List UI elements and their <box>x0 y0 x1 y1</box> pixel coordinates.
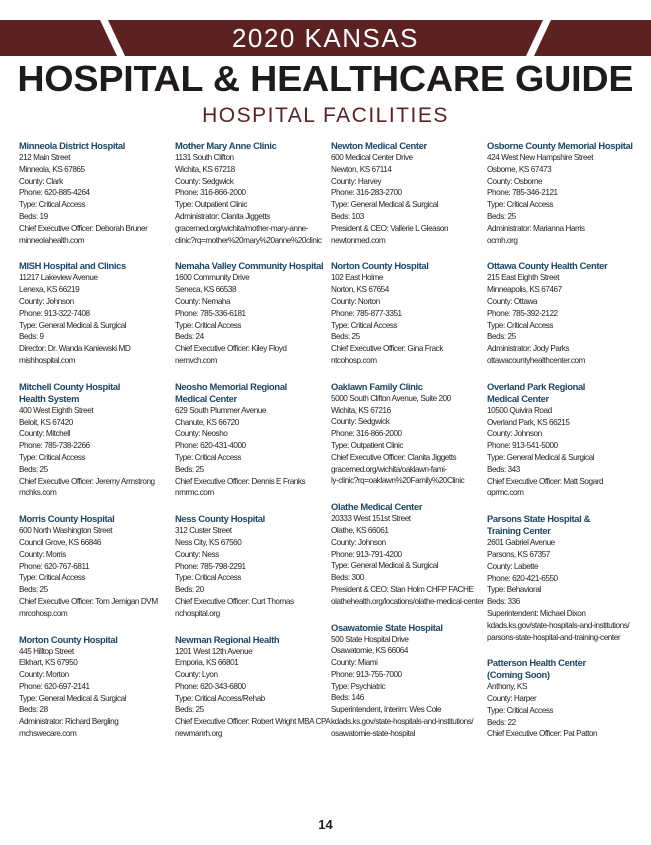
hospital-detail-line: ottawacountyhealthcenter.com <box>487 355 585 365</box>
hospital-name: Overland Park Regional <box>487 380 586 392</box>
hospital-detail-line: Phone: 785-346-2121 <box>487 188 558 198</box>
hospital-detail-line: Beds: 25 <box>175 705 204 715</box>
hospital-detail-line: Type: Critical Access <box>19 200 86 210</box>
hospital-name: Morton County Hospital <box>19 633 118 645</box>
hospital-entry <box>175 140 325 246</box>
hospital-detail-line: Phone: 620-885-4264 <box>19 188 90 198</box>
hospital-detail-line: Type: General Medical & Surgical <box>331 200 439 210</box>
hospital-detail-line: Chief Executive Officer: Kiley Floyd <box>175 344 287 354</box>
hospital-name: Newman Regional Health <box>175 633 280 645</box>
hospital-entry <box>331 622 481 740</box>
hospital-detail-line: Beds: 28 <box>19 705 48 715</box>
hospital-detail-line: Type: Critical Access <box>19 573 86 583</box>
hospital-detail-line: Phone: 316-866-2000 <box>331 429 402 439</box>
hospital-detail-line: Beds: 25 <box>175 464 204 474</box>
hospital-detail-line: Chief Executive Officer: Curt Thomas <box>175 596 294 606</box>
hospital-detail-line: gracemed.org/wichita/mother-mary-anne- <box>175 223 309 233</box>
hospital-entry <box>19 260 169 366</box>
hospital-detail-line: Beds: 25 <box>487 211 516 221</box>
hospital-detail-line: Phone: 620-431-4000 <box>175 441 246 451</box>
hospital-entry <box>331 140 481 246</box>
hospital-detail-line: Phone: 620-767-6811 <box>19 561 90 571</box>
hospital-detail-line: ly-clinic?rq=oaklawn%20Family%20Clinic <box>331 476 465 486</box>
hospital-detail-line: Type: Critical Access <box>19 452 86 462</box>
hospital-detail-line: Beds: 20 <box>175 585 204 595</box>
hospital-name: Morris County Hospital <box>19 513 115 525</box>
hospital-detail-line: County: Johnson <box>19 296 74 306</box>
hospital-detail-line: Chief Executive Officer: Robert Wright MBA CPA <box>175 717 331 727</box>
hospital-detail-line: Beds: 336 <box>487 597 520 607</box>
hospital-entry <box>175 381 325 499</box>
hospital-detail-line: mishhospital.com <box>19 355 76 365</box>
hospital-entry <box>331 501 484 607</box>
hospital-entry <box>19 140 169 246</box>
hospital-detail-line: 10500 Quivira Road <box>487 405 552 415</box>
hospital-detail-line: Wichita, KS 67218 <box>175 164 235 174</box>
hospital-name: Training Center <box>487 525 551 537</box>
hospital-detail-line: County: Osborne <box>487 176 543 186</box>
hospital-detail-line: 312 Custer Street <box>175 526 232 536</box>
hospital-entry <box>19 513 169 619</box>
hospital-detail-line: 215 East Eighth Street <box>487 273 560 283</box>
hospital-detail-line: Lenexa, KS 66219 <box>19 285 80 295</box>
hospital-detail-line: newmanrh.org <box>175 729 222 739</box>
hospital-detail-line: Beds: 146 <box>331 693 364 703</box>
hospital-detail-line: Phone: 316-283-2700 <box>331 188 402 198</box>
hospital-entry <box>487 140 637 246</box>
hospital-detail-line: County: Johnson <box>487 429 542 439</box>
hospital-name: (Coming Soon) <box>487 669 550 681</box>
hospital-detail-line: mchks.com <box>19 488 57 498</box>
hospital-detail-line: Chief Executive Officer: Gina Frack <box>331 344 443 354</box>
hospital-name: Ottawa County Health Center <box>487 260 608 272</box>
hospital-detail-line: 400 West Eighth Street <box>19 405 94 415</box>
hospital-detail-line: County: Morris <box>19 549 66 559</box>
hospital-detail-line: Beds: 300 <box>331 573 364 583</box>
hospital-name: Osborne County Memorial Hospital <box>487 140 633 151</box>
hospital-detail-line: County: Sedgwick <box>175 176 234 186</box>
hospital-detail-line: 1600 Community Drive <box>175 273 250 283</box>
hospital-detail-line: Beloit, KS 67420 <box>19 417 73 427</box>
hospital-entry <box>331 260 481 366</box>
hospital-detail-line: Type: General Medical & Surgical <box>19 320 127 330</box>
hospital-detail-line: Type: Critical Access <box>487 200 554 210</box>
hospital-detail-line: nemvch.com <box>175 355 217 365</box>
hospital-detail-line: Phone: 913-322-7408 <box>19 308 90 318</box>
hospital-detail-line: mrcohosp.com <box>19 608 68 618</box>
hospital-detail-line: County: Harper <box>487 694 537 704</box>
hospital-entry <box>175 513 325 619</box>
hospital-name: Newton Medical Center <box>331 140 427 151</box>
banner-title: 2020 KANSAS <box>231 23 420 53</box>
hospital-detail-line: County: Labette <box>487 561 539 571</box>
hospital-detail-line: Elkhart, KS 67950 <box>19 658 78 668</box>
hospital-detail-line: Type: Outpatient Clinic <box>175 200 248 210</box>
hospital-detail-line: Phone: 620-697-2141 <box>19 681 90 691</box>
hospital-detail-line: County: Lyon <box>175 670 218 680</box>
hospital-name: Patterson Health Center <box>487 657 586 669</box>
hospital-name: Osawatomie State Hospital <box>331 621 443 633</box>
hospital-detail-line: 2601 Gabriel Avenue <box>487 538 555 548</box>
hospital-entry <box>331 381 481 487</box>
hospital-entry <box>175 633 331 740</box>
hospital-detail-line: County: Neosho <box>175 429 228 439</box>
hospital-detail-line: Chief Executive Officer: Pat Patton <box>487 729 598 739</box>
hospital-detail-line: Director: Dr. Wanda Kaniewski MD <box>19 344 131 354</box>
hospital-detail-line: Newton, KS 67114 <box>331 164 392 174</box>
hospital-detail-line: Seneca, KS 66538 <box>175 285 237 295</box>
hospital-detail-line: Type: General Medical & Surgical <box>331 561 439 571</box>
hospital-detail-line: newtonmed.com <box>331 235 386 245</box>
hospital-detail-line: Olathe, KS 66061 <box>331 525 389 535</box>
hospital-detail-line: kdads.ks.gov/state-hospitals-and-institutions/ <box>331 717 474 727</box>
hospital-detail-line: Phone: 913-755-7000 <box>331 669 402 679</box>
hospital-name: Medical Center <box>175 392 237 404</box>
hospital-detail-line: County: Harvey <box>331 176 382 186</box>
hospital-detail-line: County: Morton <box>19 670 69 680</box>
hospital-detail-line: Type: Outpatient Clinic <box>331 440 404 450</box>
hospital-detail-line: Wichita, KS 67216 <box>331 405 391 415</box>
hospital-detail-line: Phone: 785-336-6181 <box>175 308 246 318</box>
hospital-detail-line: 629 South Plummer Avenue <box>175 405 267 415</box>
hospital-detail-line: clinic?rq=mother%20mary%20anne%20clinic <box>175 235 322 245</box>
hospital-detail-line: olathehealth.org/locations/olathe-medical-center <box>331 596 484 606</box>
hospital-detail-line: 20333 West 151st Street <box>331 514 411 524</box>
hospital-entry <box>487 260 637 366</box>
hospital-name: MISH Hospital and Clinics <box>19 260 126 272</box>
hospital-name: Minneola District Hospital <box>19 140 126 151</box>
hospital-detail-line: County: Ottawa <box>487 296 538 306</box>
hospital-detail-line: 212 Main Street <box>19 153 71 162</box>
hospital-detail-line: ntcohosp.com <box>331 355 377 365</box>
hospital-detail-line: Superintendent: Michael Dixon <box>487 608 586 618</box>
hospital-detail-line: Beds: 25 <box>331 332 360 342</box>
hospital-entry <box>487 513 637 643</box>
hospital-detail-line: County: Mitchell <box>19 429 71 439</box>
hospital-entry <box>19 634 169 740</box>
hospital-detail-line: Type: Psychiatric <box>331 681 386 691</box>
hospital-detail-line: oprmc.com <box>487 488 524 498</box>
hospital-detail-line: parsons-state-hospital-and-training-center <box>487 632 621 642</box>
hospital-entry <box>487 657 637 740</box>
hospital-detail-line: Phone: 785-877-3351 <box>331 308 402 318</box>
hospital-detail-line: Phone: 316-866-2000 <box>175 188 246 198</box>
hospital-detail-line: President & CEO: Vallerie L Gleason <box>331 223 449 233</box>
hospital-detail-line: 1201 West 12th Avenue <box>175 646 253 656</box>
hospital-detail-line: Phone: 620-343-6800 <box>175 681 246 691</box>
hospital-name: Health System <box>19 392 80 404</box>
hospital-detail-line: County: Norton <box>331 296 380 306</box>
hospital-detail-line: Minneola, KS 67865 <box>19 164 85 174</box>
hospital-detail-line: County: Ness <box>175 549 219 559</box>
hospital-detail-line: Type: General Medical & Surgical <box>19 693 127 703</box>
hospital-detail-line: Osawatomie, KS 66064 <box>331 646 409 656</box>
hospital-detail-line: Type: Critical Access <box>487 705 554 715</box>
hospital-detail-line: Council Grove, KS 66846 <box>19 537 102 547</box>
hospital-detail-line: 1131 South Clifton <box>175 153 234 162</box>
hospital-name: Medical Center <box>487 392 549 404</box>
hospital-detail-line: osawatomie-state-hospital <box>331 728 415 738</box>
hospital-detail-line: 102 East Holme <box>331 273 383 283</box>
hospital-name: Ness County Hospital <box>175 513 265 525</box>
hospital-detail-line: Type: Critical Access/Rehab <box>175 693 265 703</box>
hospital-detail-line: Osborne, KS 67473 <box>487 164 552 174</box>
hospital-detail-line: gracemed.org/wichita/oaklawn-fami- <box>331 464 447 474</box>
hospital-detail-line: Phone: 620-421-6550 <box>487 573 558 583</box>
hospital-detail-line: Beds: 343 <box>487 464 520 474</box>
hospital-detail-line: Chief Executive Officer: Dennis E Franks <box>175 476 306 486</box>
listing-column-1 <box>19 140 169 754</box>
hospital-detail-line: minneolahealth.com <box>19 235 85 245</box>
hospital-detail-line: Minneapolis, KS 67467 <box>487 285 562 295</box>
hospital-detail-line: Type: Behavioral <box>487 585 541 595</box>
hospital-detail-line: Type: General Medical & Surgical <box>487 452 595 462</box>
hospital-detail-line: nmrmc.com <box>175 488 214 498</box>
hospital-name: Parsons State Hospital & <box>487 513 591 525</box>
hospital-detail-line: Administrator: Marianna Harris <box>487 223 585 233</box>
hospital-detail-line: Chief Executive Officer: Jeremy Armstrong <box>19 476 155 486</box>
hospital-detail-line: Phone: 785-738-2266 <box>19 441 90 451</box>
hospital-detail-line: nchospital.org <box>175 608 220 618</box>
hospital-detail-line: Type: Critical Access <box>487 320 554 330</box>
hospital-detail-line: mchswecare.com <box>19 729 77 739</box>
hospital-entry <box>19 381 169 499</box>
header-banner <box>0 20 651 56</box>
hospital-detail-line: Phone: 785-798-2291 <box>175 561 246 571</box>
hospital-entry <box>175 260 325 366</box>
hospital-detail-line: 445 Hilltop Street <box>19 646 74 656</box>
hospital-detail-line: Beds: 24 <box>175 332 204 342</box>
listing-column-3 <box>331 140 484 754</box>
hospital-name: Nemaha Valley Community Hospital <box>175 260 324 272</box>
hospital-detail-line: Chief Executive Officer: Clanita Jiggetts <box>331 452 457 462</box>
hospital-detail-line: Overland Park, KS 66215 <box>487 417 570 427</box>
hospital-detail-line: Anthony, KS <box>487 682 527 692</box>
hospital-detail-line: 600 Medical Center Drive <box>331 153 413 162</box>
hospital-detail-line: 11217 Lakeview Avenue <box>19 273 98 283</box>
hospital-detail-line: Phone: 785-392-2122 <box>487 308 558 318</box>
hospital-detail-line: 424 West New Hampshire Street <box>487 153 594 162</box>
hospital-detail-line: President & CEO: Stan Holm CHFP FACHE <box>331 584 474 594</box>
hospital-name: Mother Mary Anne Clinic <box>175 140 277 151</box>
hospital-detail-line: Beds: 25 <box>19 585 48 595</box>
hospital-detail-line: County: Nemaha <box>175 296 231 306</box>
hospital-name: Oaklawn Family Clinic <box>331 380 423 392</box>
hospital-detail-line: Phone: 913-791-4200 <box>331 549 402 559</box>
hospital-detail-line: Beds: 25 <box>487 332 516 342</box>
hospital-name: Neosho Memorial Regional <box>175 380 287 392</box>
hospital-detail-line: Chief Executive Officer: Deborah Bruner <box>19 223 148 233</box>
hospital-detail-line: County: Johnson <box>331 537 386 547</box>
hospital-detail-line: Type: Critical Access <box>175 573 242 583</box>
hospital-detail-line: Emporia, KS 66801 <box>175 658 239 668</box>
hospital-detail-line: Administrator: Richard Bergling <box>19 717 119 727</box>
section-title: HOSPITAL FACILITIES <box>202 104 449 127</box>
listing-column-2 <box>175 140 331 754</box>
page-number: 14 <box>318 817 333 832</box>
listing-column-4 <box>487 140 637 754</box>
hospital-detail-line: Beds: 25 <box>19 464 48 474</box>
hospital-detail-line: 600 North Washington Street <box>19 526 113 536</box>
hospital-detail-line: Type: Critical Access <box>331 320 398 330</box>
hospital-detail-line: Chanute, KS 66720 <box>175 417 239 427</box>
hospital-name: Mitchell County Hospital <box>19 380 120 392</box>
hospital-detail-line: Ness City, KS 67560 <box>175 537 242 547</box>
hospital-detail-line: Administrator: Jody Parks <box>487 344 570 354</box>
hospital-detail-line: 5000 South Clifton Avenue, Suite 200 <box>331 393 451 403</box>
hospital-detail-line: Chief Executive Officer: Tom Jernigan DVM <box>19 596 158 606</box>
hospital-detail-line: Type: Critical Access <box>175 320 242 330</box>
hospital-detail-line: County: Clark <box>19 176 63 186</box>
hospital-detail-line: Administrator: Clanita Jiggetts <box>175 211 270 221</box>
hospital-detail-line: Chief Executive Officer: Matt Sogard <box>487 476 604 486</box>
guide-title: HOSPITAL & HEALTHCARE GUIDE <box>17 58 634 99</box>
hospital-entry <box>487 381 637 499</box>
hospital-detail-line: 500 State Hospital Drive <box>331 634 409 644</box>
hospital-detail-line: Type: Critical Access <box>175 452 242 462</box>
hospital-detail-line: Norton, KS 67654 <box>331 285 389 295</box>
hospital-detail-line: County: Sedgwick <box>331 417 390 427</box>
hospital-detail-line: Beds: 22 <box>487 717 516 727</box>
hospital-detail-line: ocmh.org <box>487 235 518 245</box>
hospital-detail-line: kdads.ks.gov/state-hospitals-and-institutions/ <box>487 620 630 630</box>
hospital-detail-line: Phone: 913-541-5000 <box>487 441 558 451</box>
hospital-detail-line: Beds: 19 <box>19 211 48 221</box>
hospital-name: Olathe Medical Center <box>331 501 423 513</box>
hospital-detail-line: Beds: 103 <box>331 211 364 221</box>
hospital-detail-line: County: Miami <box>331 658 378 668</box>
hospital-name: Norton County Hospital <box>331 260 429 272</box>
hospital-detail-line: Beds: 9 <box>19 332 44 342</box>
hospital-detail-line: Superintendent, Interim: Wes Cole <box>331 705 442 715</box>
hospital-detail-line: Parsons, KS 67357 <box>487 549 550 559</box>
